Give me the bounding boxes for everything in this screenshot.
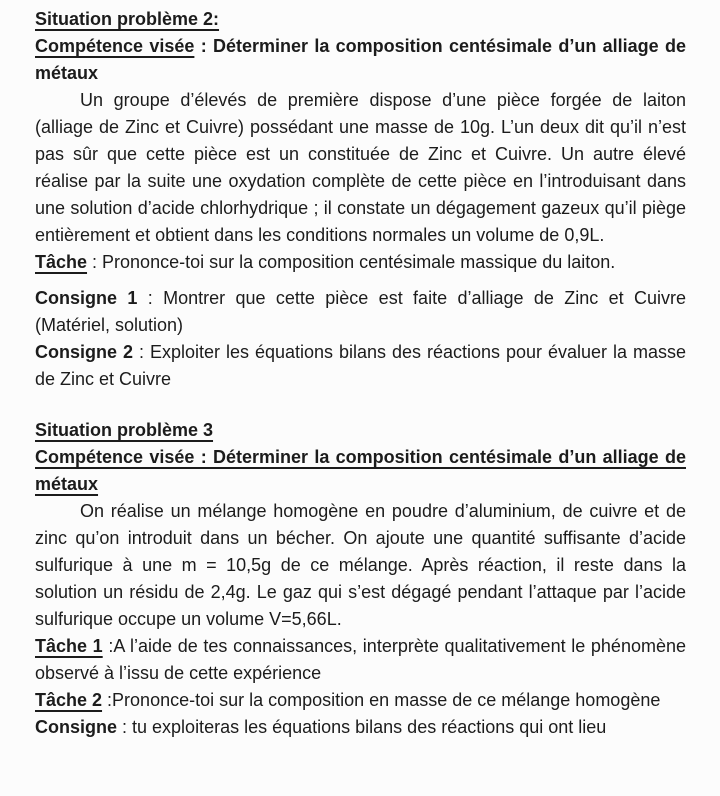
situation-3-tache-2-line [35,687,686,714]
situation-2-paragraph: Un groupe d’élevés de première dispose d’une pièce forgée de laiton (alliage de Zinc et Cuivre) possédant une masse de 10g. L’un deux dit qu’il n’est pas sûr que cette pièce est un constituée de Zinc et Cuivre. Un autre élevé réalise par la suite une oxydation complète de cette pièce en l’introduisant dans une solution d’acide chlorhydrique ; il constate un dégagement gazeux qu’il piège entièrement et obtient dans les conditions normales un volume de 0,9L. [35,90,686,245]
situation-2-section [35,6,686,393]
situation-2-consignes [35,285,686,393]
situation-2-tache-label: Tâche [35,252,88,272]
situation-3-tache-2-text: :Prononce-toi sur la composition en masse de ce mélange homogène [102,690,661,710]
situation-3-tache-1-text: :A l’aide de tes connaissances, interprète qualitativement le phénomène observé à l’issu de cette expérience [35,636,686,683]
situation-3-title-text: Situation problème 3 [35,420,214,440]
situation-3-tache-1-line [35,633,686,687]
situation-3-paragraph: On réalise un mélange homogène en poudre d’aluminium, de cuivre et de zinc qu’on introduit dans un bécher. On ajoute une quantité suffisante d’acide sulfurique à une m = 10,5g de ce mélange. Après réaction, il reste dans la solution un résidu de 2,4g. Le gaz qui s’est dégagé pendant l’attaque par l’acide sulfurique occupe un volume V=5,66L. [35,501,686,629]
situation-2-consigne-2-text: : Exploiter les équations bilans des réactions pour évaluer la masse de Zinc et Cuivre [35,342,687,389]
situation-3-tache-1-label: Tâche 1 [35,636,103,656]
situation-3-consigne-label: Consigne [35,717,118,737]
situation-2-consigne-1-text: : Montrer que cette pièce est faite d’alliage de Zinc et Cuivre (Matériel, solution) [35,288,686,335]
situation-3-competence-text: Compétence visée : Déterminer la composition centésimale d’un alliage de métaux [35,447,686,494]
situation-2-competence-text: : Déterminer la composition centésimale d’un alliage de métaux [35,36,686,83]
situation-2-title-text: Situation problème 2: [35,9,220,29]
situation-3-competence-line [35,444,686,498]
situation-3-section [35,417,686,741]
situation-3-consigne-text: : tu exploiteras les équations bilans des réactions qui ont lieu [117,717,607,737]
situation-3-consigne-line [35,714,686,741]
situation-2-competence-label: Compétence visée [35,36,195,56]
situation-2-consigne-1-line [35,285,686,339]
situation-3-tache-2-label: Tâche 2 [35,690,103,710]
situation-3-title [35,417,686,444]
situation-2-consigne-2-label: Consigne 2 [35,342,133,362]
situation-2-tache-line [35,249,686,276]
situation-2-title [35,6,686,33]
situation-2-tache-text: : Prononce-toi sur la composition centésimale massique du laiton. [87,252,616,272]
situation-2-consigne-1-label: Consigne 1 [35,288,138,308]
situation-2-consigne-2-line [35,339,686,393]
situation-2-competence-line [35,33,686,87]
